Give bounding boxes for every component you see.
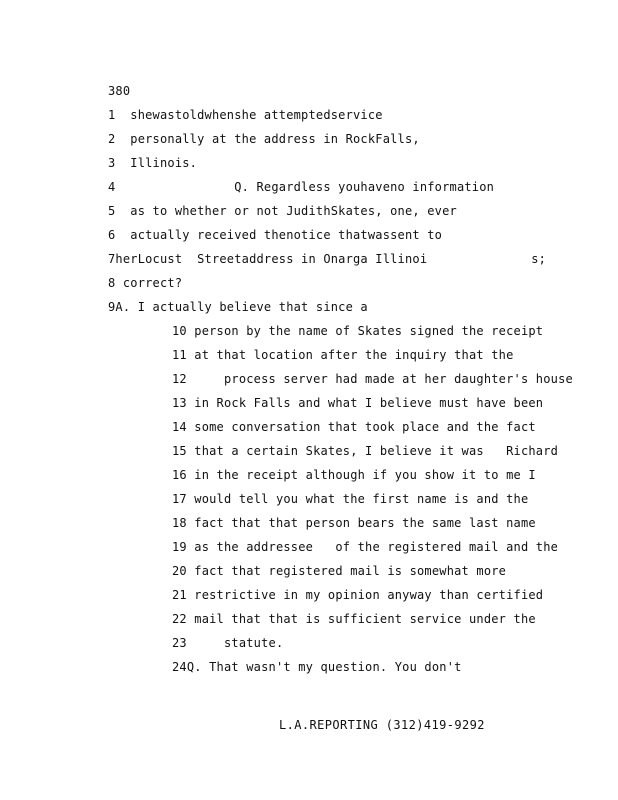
transcript-line-2: 2 personally at the address in RockFalls, — [108, 132, 420, 146]
transcript-line-3: 3 Illinois. — [108, 156, 198, 170]
transcript-line-16: 16 in the receipt although if you show it to me I — [172, 468, 536, 482]
transcript-line-14: 14 some conversation that took place and the fact — [172, 420, 536, 434]
transcript-line-7: 7herLocust Streetaddress in Onarga Illinoi s; — [108, 252, 547, 266]
transcript-line-17: 17 would tell you what the first name is and the — [172, 492, 529, 506]
transcript-line-12: 12 process server had made at her daughter's house — [172, 372, 573, 386]
transcript-line-11: 11 at that location after the inquiry that the — [172, 348, 514, 362]
transcript-line-19: 19 as the addressee of the registered mail and the — [172, 540, 559, 554]
transcript-line-24: 24Q. That wasn't my question. You don't — [172, 660, 462, 674]
transcript-line-4: 4 Q. Regardless youhaveno information — [108, 180, 495, 194]
transcript-line-9: 9A. I actually believe that since a — [108, 300, 368, 314]
transcript-line-13: 13 in Rock Falls and what I believe must have been — [172, 396, 544, 410]
transcript-line-18: 18 fact that that person bears the same last name — [172, 516, 536, 530]
transcript-line-5: 5 as to whether or not JudithSkates, one, ever — [108, 204, 457, 218]
transcript-line-23: 23 statute. — [172, 636, 284, 650]
reporting-footer: L.A.REPORTING (312)419-9292 — [279, 718, 485, 732]
transcript-line-10: 10 person by the name of Skates signed the receipt — [172, 324, 544, 338]
transcript-line-20: 20 fact that registered mail is somewhat more — [172, 564, 507, 578]
transcript-line-1: 1 shewastoldwhenshe attemptedservice — [108, 108, 383, 122]
transcript-line-21: 21 restrictive in my opinion anyway than certified — [172, 588, 544, 602]
transcript-line-8: 8 correct? — [108, 276, 183, 290]
transcript-line-6: 6 actually received thenotice thatwassent to — [108, 228, 443, 242]
transcript-line-22: 22 mail that that is sufficient service under the — [172, 612, 536, 626]
page-number: 380 — [108, 84, 131, 98]
transcript-line-15: 15 that a certain Skates, I believe it was Richard — [172, 444, 559, 458]
